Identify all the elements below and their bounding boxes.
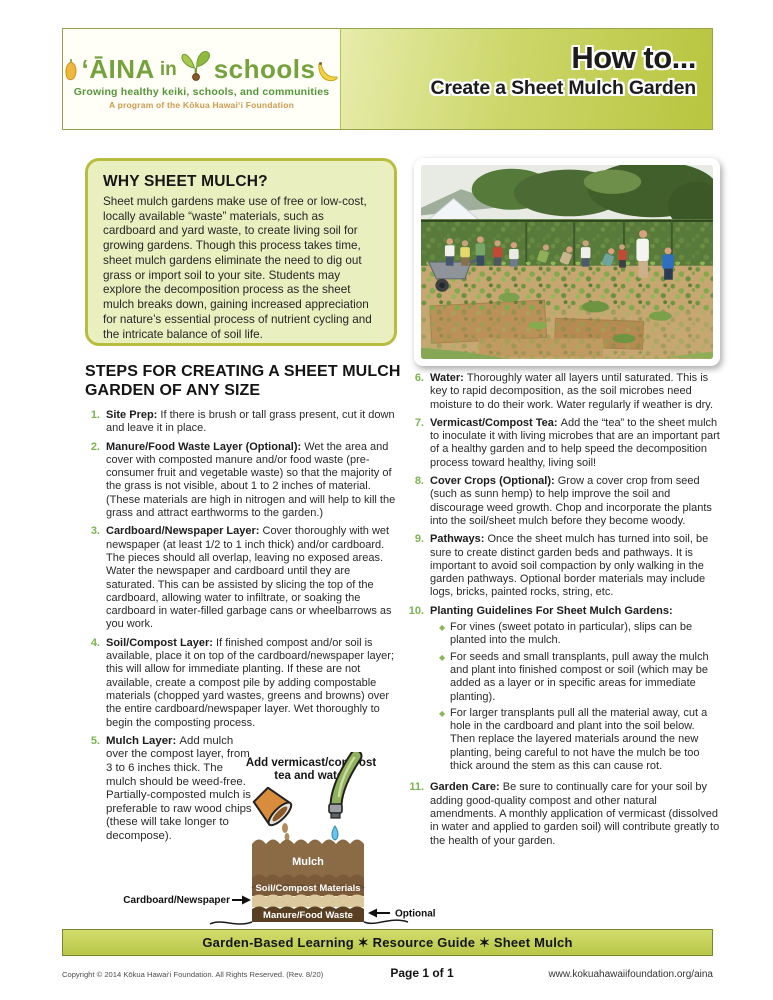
layer-stack (252, 840, 364, 923)
cardboard-arrowhead-icon (242, 896, 251, 905)
optional-callout-label: Optional (395, 908, 436, 920)
why-sheet-mulch-box (85, 158, 397, 346)
bullet-text: For seeds and small transplants, pull away the mulch and plant into finished compost or soil (which may be added as a layer or in specific areas for immediate planting). (450, 650, 709, 703)
garden-photo (414, 158, 720, 366)
cardboard-callout-label: Cardboard/Newspaper (123, 895, 230, 906)
steps-heading: STEPS FOR CREATING A SHEET MULCH GARDEN OF ANY SIZE (85, 363, 401, 400)
step-text: Add mulch over the compost layer, from 3 to 6 inches thick. The mulch should be weed-free. Partially-composted mulch is preferable to raw wood chips (these will take longer to decompose). (106, 734, 252, 842)
step-6 (405, 372, 720, 412)
step-number: 10. (408, 604, 424, 617)
planting-bullet-1 (439, 621, 720, 648)
footer-row (62, 966, 713, 980)
why-box-title: WHY SHEET MULCH? (103, 173, 268, 190)
step-2 (85, 441, 398, 521)
step-number: 9. (414, 533, 424, 546)
optional-arrowhead-icon (368, 909, 377, 918)
step-9 (405, 533, 720, 599)
banana-icon (318, 60, 340, 82)
step-number: 5. (90, 734, 100, 747)
step-text: If there is brush or tall grass present, cut it down and leave it in place. (106, 409, 395, 435)
step-1 (85, 409, 398, 436)
diagram-caption-line2: tea and water (274, 770, 348, 782)
step-label: Cover Crops (Optional): (430, 475, 558, 488)
copyright-text: Copyright © 2014 Kōkua Hawai‘i Foundation. All Rights Reserved. (Rev. 8/20) (62, 970, 324, 979)
step-label: Garden Care: (430, 781, 503, 794)
step-label: Water: (430, 372, 467, 384)
step-label: Site Prep: (106, 409, 161, 421)
logo-word-aina: ‘ĀINA (81, 54, 155, 84)
step-number: 11. (409, 781, 424, 794)
step-text: Thoroughly water all layers until saturated. This is key to rapid decomposition, as the soil microbes need moisture to do their work. Water regularly if weather is dry. (430, 372, 714, 411)
soil-layer-label: Soil/Compost Materials (255, 883, 361, 894)
aina-logo (63, 29, 341, 129)
step-text: Be sure to continually care for your soil by adding good-quality compost and other natural amendments. A monthly application of vermicast (dissolved in water and applied to garden soil) will contribute greatly to the health of your garden. (430, 781, 720, 847)
step-number: 4. (90, 636, 100, 649)
planting-bullet-2 (439, 651, 720, 704)
manure-layer-label: Manure/Food Waste (263, 910, 353, 921)
diagram-caption-line1: Add vermicast/compost (245, 757, 377, 769)
logo-word-in: in (159, 59, 177, 80)
logo-row (63, 48, 341, 82)
step-number: 1. (90, 409, 100, 421)
step-text: Cover thoroughly with wet newspaper (at least 1/2 to 1 inch thick) and/or cardboard. The pieces should all overlap, leaving no exposed areas. Water the newspaper and cardboard until they are saturated. This can be assisted by slicing the top of the cardboard, allowing water to infiltrate, or soaking the cardboard in water-filled garbage cans or wheelbarrows as you work. (106, 525, 392, 631)
step-label: Manure/Food Waste Layer (Optional): (106, 440, 305, 453)
step-number: 8. (414, 475, 424, 488)
step-7 (405, 417, 720, 470)
step-label: Pathways: (430, 533, 488, 546)
step-label: Planting Guidelines For Sheet Mulch Gardens: (430, 604, 673, 617)
papaya-icon (63, 58, 79, 82)
howto-line1: How to... (571, 40, 696, 75)
step-4 (85, 637, 398, 730)
step-text: Once the sheet mulch has turned into soil, be sure to create distinct garden beds and pathways. It is important to avoid soil compaction by only walking in the garden pathways. Optional border materials may include logs, bricks, painted rocks, string, etc. (430, 533, 709, 599)
step-3 (85, 525, 398, 631)
bullet-text: For larger transplants pull all the material away, cut a hole in the cardboard and plant into the soil below. Then replace the layered materials around the new planting, being careful to not have the mulch be too thick around the stem as this can cause rot. (450, 706, 708, 773)
step-label: Vermicast/Compost Tea: (430, 416, 561, 429)
step-label: Mulch Layer: (106, 734, 180, 747)
howto-line2: Create a Sheet Mulch Garden (430, 76, 696, 99)
footer-band: Garden-Based Learning ✶ Resource Guide ✶ Sheet Mulch (62, 929, 713, 956)
step-8 (405, 475, 720, 528)
bullet-diamond-icon: ◆ (439, 623, 446, 633)
logo-word-schools: schools (213, 54, 316, 84)
header-band (62, 28, 713, 130)
bullet-diamond-icon: ◆ (439, 708, 446, 718)
howto-title-block (341, 29, 712, 129)
step-number: 7. (414, 416, 424, 429)
mulch-layer-label: Mulch (292, 856, 324, 868)
step-label: Soil/Compost Layer: (106, 636, 217, 649)
vermicast-drip (282, 823, 288, 833)
step-text: Add the “tea” to the sheet mulch to inoculate it with living microbes that are an important part of a healthy garden and to help speed the decomposition process toward healthy, living soil! (430, 416, 720, 469)
vermicast-pot-icon (250, 784, 294, 828)
step-number: 3. (90, 525, 100, 538)
step-number: 2. (90, 440, 100, 453)
step-label: Cardboard/Newspaper Layer: (106, 525, 263, 538)
step-text: If finished compost and/or soil is available, place it on top of the cardboard/newspaper layer; this will allow for immediate planting. If these are not available, create a compost pile by adding compostable materials (chopped yard wastes, greens and browns) over the entire cardboard/newspaper layer. Wet thoroughly to begin the composting process. (106, 636, 395, 729)
logo-tagline: Growing healthy keiki, schools, and communities (73, 86, 330, 98)
step-10 (405, 605, 720, 777)
kalo-sprout-icon (181, 48, 211, 82)
logo-program-line: A program of the Kōkua Hawai‘i Foundation (109, 100, 294, 110)
step-number: 6. (414, 372, 424, 384)
why-box-body: Sheet mulch gardens make use of free or low-cost, locally available “waste” materials, such as cardboard and yard waste, to create living soil for growing gardens. Though this process takes time, sheet mulch gardens eliminate the need to dig out grass or import soil to your site. Students may explore the decomposition process as the sheet mulch breaks down, gaining increased appreciation for nature’s essential process of nutrient cycling and the intricate balance of soil life. (103, 195, 372, 341)
step-text: Wet the area and cover with composted manure and/or food waste (pre-consumer fruit and vegetable waste) so that the majority of the grass is not visible, about 1 to 2 inches of material. (These materials are high in nitrogen and will help to kill the grass and attract earthworms to the garden.) (106, 440, 396, 520)
water-drop-icon (332, 826, 338, 840)
sheet-mulch-layer-diagram (118, 752, 510, 934)
garden-photo-illustration (421, 165, 713, 359)
bullet-text: For vines (sweet potato in particular), slips can be planted into the mulch. (450, 621, 693, 647)
step-text: Grow a cover crop from seed (such as sunn hemp) to help improve the soil and discourage weed growth. Chop and incorporate the plants into the soil/sheet mulch before they become woody. (430, 475, 712, 527)
bullet-diamond-icon: ◆ (439, 652, 446, 662)
page-number: Page 1 of 1 (390, 966, 454, 980)
website-url: www.kokuahawaiifoundation.org/aina (548, 969, 713, 980)
